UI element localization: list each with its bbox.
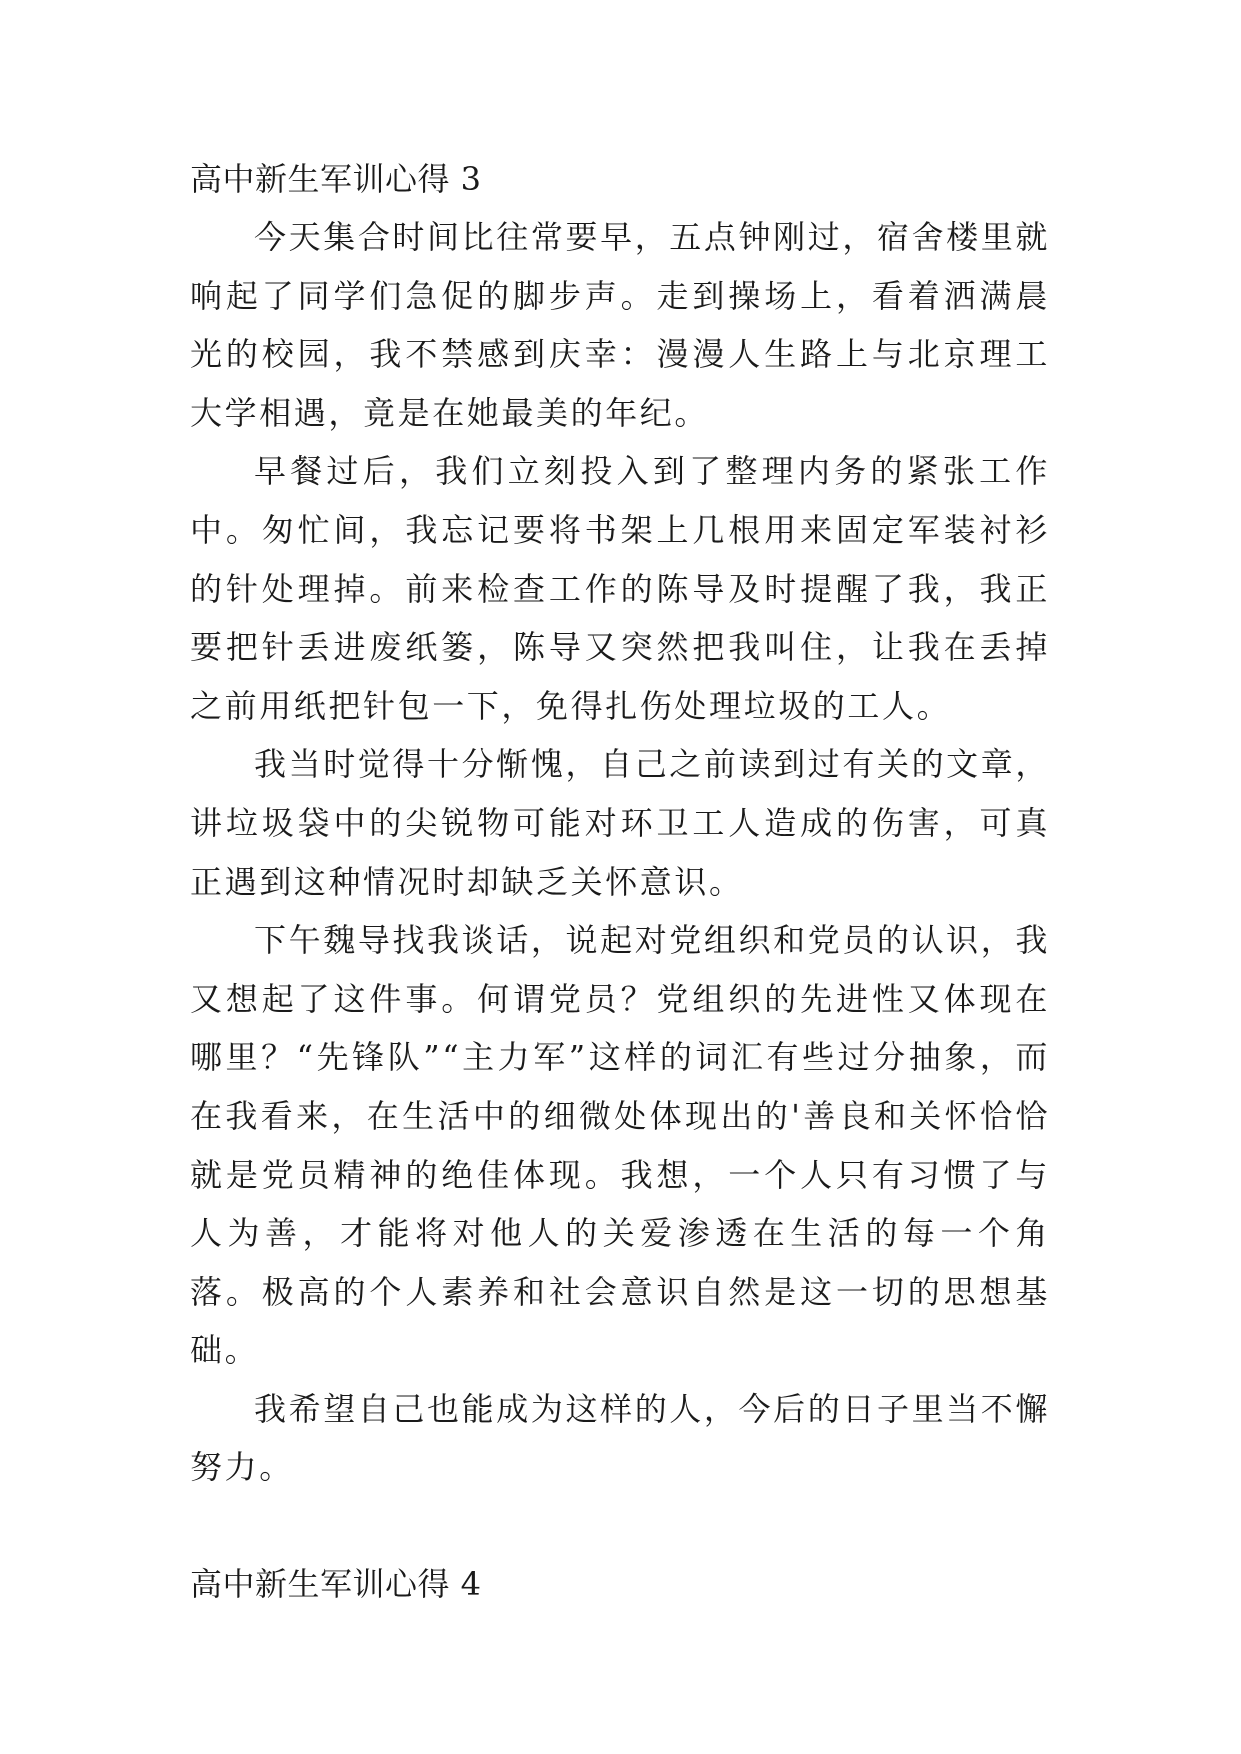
section-3-title: 高中新生军训心得 3 [190, 160, 482, 198]
section-gap [190, 1497, 1050, 1555]
paragraph: 下午魏导找我谈话，说起对党组织和党员的认识，我又想起了这件事。何谓党员？党组织的先进性又体现在哪里？“先锋队”“主力军”这样的词汇有些过分抽象，而在我看来，在生活中的细微处体现出的'善良和关怀恰恰就是党员精神的绝佳体现。我想，一个人只有习惯了与人为善，才能将对他人的关爱渗透在生活的每一个角落。极高的个人素养和社会意识自然是这一切的思想基础。 [190, 921, 1050, 1370]
paragraph: 我当时觉得十分惭愧，自己之前读到过有关的文章，讲垃圾袋中的尖锐物可能对环卫工人造成的伤害，可真正遇到这种情况时却缺乏关怀意识。 [190, 745, 1050, 901]
paragraph: 今天集合时间比往常要早，五点钟刚过，宿舍楼里就响起了同学们急促的脚步声。走到操场上，看着洒满晨光的校园，我不禁感到庆幸：漫漫人生路上与北京理工大学相遇，竟是在她最美的年纪。 [190, 218, 1050, 432]
paragraph: 早餐过后，我们立刻投入到了整理内务的紧张工作中。匆忙间，我忘记要将书架上几根用来固定军装衬衫的针处理掉。前来检查工作的陈导及时提醒了我，我正要把针丢进废纸篓，陈导又突然把我叫住，让我在丢掉之前用纸把针包一下，免得扎伤处理垃圾的工人。 [190, 452, 1050, 725]
section-4-title: 高中新生军训心得 4 [190, 1565, 482, 1604]
paragraph: 我希望自己也能成为这样的人，今后的日子里当不懈努力。 [190, 1389, 1050, 1487]
document-body [190, 150, 1050, 1613]
